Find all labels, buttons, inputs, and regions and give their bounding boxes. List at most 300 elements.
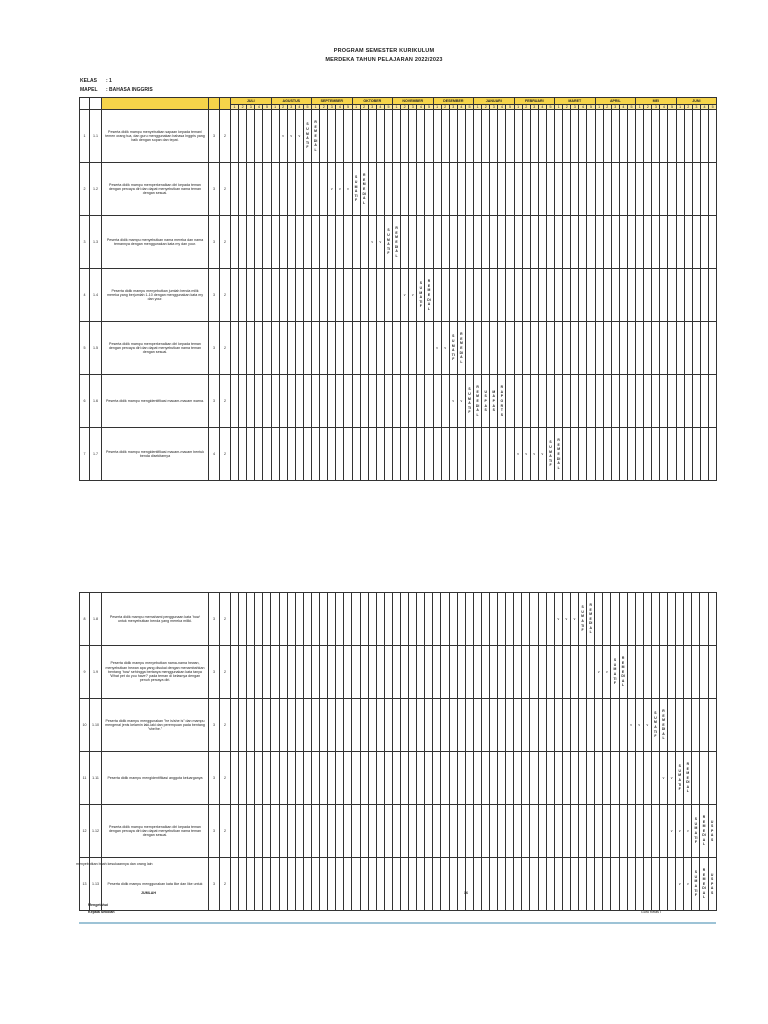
week-cell (684, 110, 692, 163)
week-cell (570, 858, 578, 911)
check-mark: v (686, 828, 689, 833)
week-cell (490, 375, 498, 428)
activity-label: REMEDIAL (686, 761, 690, 794)
week-number: 2 (684, 105, 692, 110)
week-cell (465, 216, 473, 269)
week-cell (676, 163, 684, 216)
check-mark: v (436, 346, 438, 351)
check-mark: v (678, 828, 681, 833)
activity-label: SUMATIF (451, 334, 455, 362)
activity-label: REMEDIAL (394, 226, 399, 258)
week-cell (360, 375, 368, 428)
week-number: 3 (328, 105, 336, 110)
week-cell (684, 699, 692, 752)
week-cell (611, 428, 619, 481)
table-row (80, 110, 717, 163)
week-cell (490, 163, 498, 216)
week-cell (676, 593, 684, 646)
week-cell (643, 858, 651, 911)
week-cell (303, 322, 311, 375)
week-cell (506, 858, 514, 911)
week-cell (368, 216, 376, 269)
week-cell (263, 428, 271, 481)
week-cell (587, 110, 595, 163)
week-cell (360, 322, 368, 375)
activity-label: USPAS (710, 872, 714, 895)
week-number: 1 (433, 105, 441, 110)
week-cell (652, 110, 660, 163)
week-cell (295, 428, 303, 481)
week-cell (417, 646, 425, 699)
week-cell (644, 375, 652, 428)
activity-label: REMEDIAL (313, 120, 318, 152)
week-cell (708, 110, 716, 163)
week-number: 2 (360, 105, 368, 110)
week-cell (554, 858, 562, 911)
week-cell (239, 216, 247, 269)
week-cell (392, 805, 400, 858)
week-cell (636, 216, 644, 269)
week-number: 3 (247, 105, 255, 110)
check-mark: v (565, 616, 568, 621)
table-row (80, 752, 717, 805)
week-cell (320, 322, 328, 375)
week-cell (530, 752, 538, 805)
week-cell (498, 858, 506, 911)
week-cell (368, 646, 376, 699)
week-cell (344, 269, 352, 322)
row-atp-description: Peserta didik mampu memahami penggunaan kata 'how' untuk menyebutkan benda yang mereka miliki. (102, 593, 209, 646)
activity-label: SUMATIF (694, 817, 698, 845)
week-cell (457, 752, 465, 805)
week-number: 1 (636, 105, 644, 110)
row-no: 13 (80, 858, 90, 911)
week-cell (708, 593, 716, 646)
week-cell (360, 428, 368, 481)
week-cell (287, 322, 295, 375)
week-cell (271, 699, 279, 752)
week-cell (328, 699, 336, 752)
week-cell (562, 752, 570, 805)
week-cell (700, 805, 708, 858)
col-jml (209, 98, 220, 110)
week-cell (417, 163, 425, 216)
week-number: 4 (579, 105, 587, 110)
week-cell (465, 375, 473, 428)
week-cell (660, 322, 668, 375)
week-cell (441, 858, 449, 911)
week-cell (659, 646, 667, 699)
week-cell (611, 375, 619, 428)
week-cell (457, 593, 465, 646)
activity-label: SUMATIF (548, 440, 552, 468)
week-cell (522, 752, 530, 805)
activity-label: MAPAS (492, 389, 496, 413)
week-cell (506, 752, 514, 805)
row-atp-description: Peserta didik mampu menyebutkan nama-nama hewan, menyebutkan hewan apa yang disukai dengan menambahkan bentang 'how' sehingga bertanya menggunakan kata tanya 'What pet do you have?' pada teman di kelasnya dengan penuh percaya diri. (102, 646, 209, 699)
week-cell (660, 269, 668, 322)
week-cell (692, 163, 700, 216)
week-cell (344, 375, 352, 428)
row-atp-number: 1.9 (90, 646, 102, 699)
week-cell (506, 110, 514, 163)
week-cell (563, 269, 571, 322)
week-cell (417, 110, 425, 163)
week-cell (417, 428, 425, 481)
week-cell (384, 699, 392, 752)
week-cell (506, 322, 514, 375)
week-cell (287, 858, 295, 911)
row-atp-description: Peserta didik mampu menggunakan "he is/she is" dan mampu mengenal jenis kelamin laki-laki dan perempuan pada bentang "she/he." (102, 699, 209, 752)
week-cell (465, 752, 473, 805)
check-mark: v (298, 134, 301, 139)
week-cell (312, 428, 320, 481)
week-cell (417, 699, 425, 752)
week-cell (498, 375, 506, 428)
week-cell (506, 428, 514, 481)
week-number: 1 (352, 105, 360, 110)
week-cell (312, 322, 320, 375)
week-cell (514, 699, 522, 752)
week-cell (441, 269, 449, 322)
week-cell (481, 752, 489, 805)
row-atp-description: Peserta didik mampu mengidentifikasi anggota keluarganya (102, 752, 209, 805)
week-cell (538, 699, 546, 752)
table-row (80, 216, 717, 269)
week-cell (392, 699, 400, 752)
week-cell (465, 163, 473, 216)
check-mark: v (371, 240, 374, 245)
week-cell (619, 110, 627, 163)
week-cell (660, 216, 668, 269)
activity-label: SUMATIF (467, 387, 471, 415)
week-cell (239, 752, 247, 805)
week-cell (392, 593, 400, 646)
week-cell (311, 646, 319, 699)
week-cell (490, 110, 498, 163)
week-cell (514, 269, 522, 322)
week-cell (328, 593, 336, 646)
week-cell (263, 375, 271, 428)
week-cell (441, 110, 449, 163)
week-cell (255, 805, 263, 858)
week-cell (336, 216, 344, 269)
row-no: 11 (80, 752, 90, 805)
week-cell (401, 110, 409, 163)
week-cell (433, 375, 441, 428)
header-row (80, 98, 717, 105)
week-cell (376, 163, 384, 216)
week-cell (660, 375, 668, 428)
activity-label: REMEDIAL (702, 814, 706, 847)
row-atp-number: 1.13 (90, 858, 102, 911)
week-cell (676, 269, 684, 322)
week-cell (393, 216, 401, 269)
week-cell (692, 593, 700, 646)
row-no: 8 (80, 593, 90, 646)
week-cell (376, 269, 384, 322)
week-cell (498, 269, 506, 322)
week-number: 1 (595, 105, 603, 110)
week-cell (384, 216, 392, 269)
week-cell (571, 375, 579, 428)
week-cell (522, 805, 530, 858)
week-cell (611, 593, 619, 646)
week-cell (546, 593, 554, 646)
week-number: 2 (401, 105, 409, 110)
week-cell (481, 858, 489, 911)
week-cell (295, 269, 303, 322)
week-cell (603, 858, 611, 911)
week-cell (611, 858, 619, 911)
week-cell (449, 375, 457, 428)
week-cell (482, 163, 490, 216)
week-number: 2 (279, 105, 287, 110)
week-cell (684, 322, 692, 375)
week-cell (384, 805, 392, 858)
week-cell (474, 322, 482, 375)
week-cell (514, 752, 522, 805)
week-cell (303, 163, 311, 216)
row-jp: 2 (220, 593, 231, 646)
week-cell (271, 269, 279, 322)
week-cell (627, 646, 635, 699)
row-jp: 2 (220, 110, 231, 163)
jumlah-value: 36 (464, 891, 468, 895)
table-row (80, 858, 717, 911)
activity-label: SUMATIF (354, 175, 358, 203)
week-cell (295, 699, 303, 752)
check-mark: v (330, 187, 333, 192)
week-cell (546, 428, 554, 481)
week-cell (295, 163, 303, 216)
week-cell (684, 752, 692, 805)
week-cell (708, 216, 716, 269)
week-cell (587, 375, 595, 428)
week-cell (498, 646, 506, 699)
week-cell (546, 805, 554, 858)
week-number: 1 (312, 105, 320, 110)
week-cell (522, 646, 530, 699)
week-cell (579, 110, 587, 163)
week-cell (530, 805, 538, 858)
week-cell (247, 322, 255, 375)
week-number: 4 (700, 105, 708, 110)
week-cell (320, 163, 328, 216)
week-cell (384, 322, 392, 375)
week-cell (409, 110, 417, 163)
week-cell (684, 269, 692, 322)
week-cell (627, 593, 635, 646)
week-cell (352, 163, 360, 216)
week-cell (643, 593, 651, 646)
week-cell (708, 322, 716, 375)
week-cell (400, 699, 408, 752)
week-cell (498, 752, 506, 805)
week-cell (344, 805, 352, 858)
week-cell (563, 110, 571, 163)
activity-label: USPAS (710, 819, 714, 842)
week-cell (676, 752, 684, 805)
week-cell (271, 646, 279, 699)
week-cell (303, 593, 311, 646)
week-cell (563, 428, 571, 481)
week-cell (603, 752, 611, 805)
week-cell (360, 593, 368, 646)
week-cell (433, 216, 441, 269)
week-cell (603, 375, 611, 428)
week-cell (376, 646, 384, 699)
week-cell (546, 699, 554, 752)
week-cell (231, 163, 239, 216)
week-number: 5 (668, 105, 676, 110)
activity-label: USPAS (484, 389, 487, 413)
week-cell (651, 752, 659, 805)
week-cell (400, 752, 408, 805)
week-cell (279, 110, 287, 163)
week-cell (263, 593, 271, 646)
week-cell (263, 322, 271, 375)
kelas-value: : 1 (106, 78, 112, 84)
week-cell (352, 699, 360, 752)
row-jp: 2 (220, 163, 231, 216)
week-number: 1 (555, 105, 563, 110)
week-cell (506, 163, 514, 216)
week-cell (312, 269, 320, 322)
week-cell (401, 375, 409, 428)
week-cell (700, 752, 708, 805)
week-cell (473, 593, 481, 646)
week-cell (563, 322, 571, 375)
week-cell (611, 805, 619, 858)
week-cell (660, 110, 668, 163)
week-cell (579, 805, 587, 858)
week-cell (481, 805, 489, 858)
week-cell (555, 216, 563, 269)
week-cell (546, 110, 554, 163)
row-atp-number: 1.2 (90, 163, 102, 216)
week-cell (562, 699, 570, 752)
row-jml: 3 (209, 699, 220, 752)
week-cell (247, 752, 255, 805)
week-cell (392, 646, 400, 699)
week-cell (271, 752, 279, 805)
week-cell (287, 752, 295, 805)
activity-label: SUMATIF (386, 228, 390, 256)
week-cell (619, 593, 627, 646)
week-cell (700, 593, 708, 646)
week-cell (352, 269, 360, 322)
week-cell (271, 593, 279, 646)
week-cell (295, 805, 303, 858)
week-cell (708, 646, 716, 699)
check-mark: v (670, 775, 673, 780)
week-cell (384, 593, 392, 646)
week-cell (603, 699, 611, 752)
week-cell (433, 428, 441, 481)
week-cell (522, 110, 530, 163)
activity-label: SUMATIF (678, 764, 682, 792)
week-cell (231, 646, 239, 699)
week-cell (652, 375, 660, 428)
week-cell (692, 428, 700, 481)
week-cell (263, 216, 271, 269)
week-cell (368, 110, 376, 163)
row-no: 10 (80, 699, 90, 752)
week-cell (425, 322, 433, 375)
week-cell (457, 646, 465, 699)
table-row (80, 699, 717, 752)
week-cell (514, 163, 522, 216)
week-cell (417, 593, 425, 646)
week-number: 3 (409, 105, 417, 110)
week-cell (595, 805, 603, 858)
week-cell (595, 269, 603, 322)
week-number: 3 (490, 105, 498, 110)
week-cell (636, 269, 644, 322)
check-mark: v (347, 187, 349, 192)
week-cell (603, 322, 611, 375)
week-cell (393, 428, 401, 481)
row-jml: 3 (209, 593, 220, 646)
month-header: JANUARI (474, 98, 515, 105)
week-cell (303, 428, 311, 481)
row-atp-number: 1.8 (90, 593, 102, 646)
week-cell (651, 699, 659, 752)
week-cell (433, 858, 441, 911)
week-cell (635, 752, 643, 805)
activity-label: REMEDIAL (702, 867, 706, 900)
week-cell (368, 752, 376, 805)
week-cell (409, 163, 417, 216)
week-cell (490, 752, 498, 805)
month-header: JUNI (676, 98, 717, 105)
week-number: 3 (571, 105, 579, 110)
check-mark: v (686, 881, 689, 886)
week-cell (320, 646, 328, 699)
week-cell (538, 858, 546, 911)
week-cell (652, 269, 660, 322)
week-number: 1 (514, 105, 522, 110)
week-cell (587, 428, 595, 481)
week-cell (360, 699, 368, 752)
row-atp-description: Peserta didik mampu memperkenalkan diri kepada teman dengan percaya diri dan dapat menyebutkan nama teman dengan sesuai. (102, 163, 209, 216)
week-cell (554, 699, 562, 752)
table-row (80, 269, 717, 322)
month-header: APRIL (595, 98, 636, 105)
week-cell (643, 752, 651, 805)
week-cell (263, 110, 271, 163)
week-cell (449, 163, 457, 216)
month-header: DESEMBER (433, 98, 474, 105)
row-jml: 3 (209, 216, 220, 269)
week-cell (271, 858, 279, 911)
week-cell (474, 163, 482, 216)
week-cell (231, 752, 239, 805)
week-cell (692, 646, 700, 699)
week-cell (279, 163, 287, 216)
week-cell (393, 163, 401, 216)
week-cell (320, 269, 328, 322)
row-atp-number: 1.6 (90, 375, 102, 428)
week-cell (700, 216, 708, 269)
week-cell (562, 858, 570, 911)
week-cell (449, 752, 457, 805)
week-number: 4 (619, 105, 627, 110)
row-atp-number: 1.11 (90, 752, 102, 805)
week-number: 1 (474, 105, 482, 110)
week-cell (465, 805, 473, 858)
